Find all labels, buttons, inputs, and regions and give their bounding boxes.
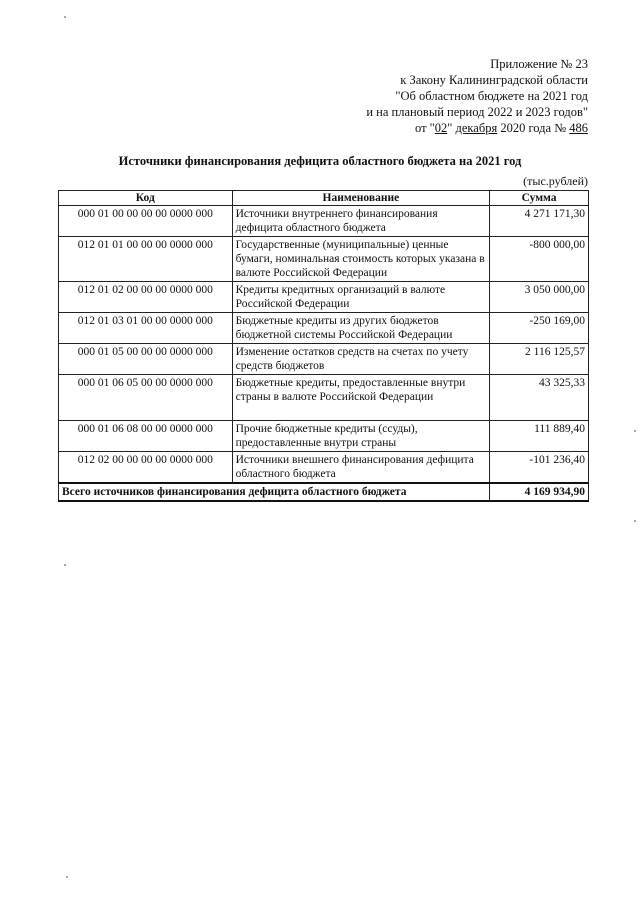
scan-speck	[64, 16, 66, 18]
row-name: Источники внутреннего финансирования дефицита областного бюджета	[232, 206, 490, 237]
appendix-law-title: "Об областном бюджете на 2021 год	[395, 89, 588, 103]
row-sum: 111 889,40	[490, 421, 589, 452]
document-title: Источники финансирования дефицита областного бюджета на 2021 год	[118, 154, 522, 168]
row-code: 000 01 05 00 00 00 0000 000	[59, 344, 233, 375]
scan-speck	[64, 564, 66, 566]
total-label: Всего источников финансирования дефицита областного бюджета	[59, 483, 490, 501]
row-name: Источники внешнего финансирования дефицита областного бюджета	[232, 452, 490, 484]
column-header-sum: Сумма	[490, 191, 589, 206]
row-code: 012 01 02 00 00 00 0000 000	[59, 282, 233, 313]
table-row	[59, 421, 589, 452]
scan-speck	[634, 520, 636, 522]
table-header-row	[59, 191, 589, 206]
total-row	[59, 483, 589, 501]
table-row	[59, 282, 589, 313]
law-number: 486	[569, 121, 588, 135]
row-code: 012 02 00 00 00 00 0000 000	[59, 452, 233, 484]
date-month: декабря	[455, 121, 498, 135]
appendix-law-ref: к Закону Калининградской области	[400, 73, 588, 87]
row-name: Изменение остатков средств на счетах по учету средств бюджетов	[232, 344, 490, 375]
row-sum: -800 000,00	[490, 237, 589, 282]
row-name: Государственные (муниципальные) ценные бумаги, номинальная стоимость которых указана в валюте Российской Федерации	[232, 237, 490, 282]
appendix-header	[366, 56, 588, 136]
row-name: Бюджетные кредиты, предоставленные внутри страны в валюте Российской Федерации	[232, 375, 490, 421]
scan-speck	[66, 876, 68, 878]
row-sum: 43 325,33	[490, 375, 589, 421]
date-year: 2020 года №	[497, 121, 570, 135]
date-day: 02	[434, 121, 448, 135]
date-quote: "	[447, 121, 456, 135]
row-name: Кредиты кредитных организаций в валюте Российской Федерации	[232, 282, 490, 313]
appendix-law-period: и на плановый период 2022 и 2023 годов"	[366, 105, 588, 119]
table-row	[59, 344, 589, 375]
row-code: 000 01 06 05 00 00 0000 000	[59, 375, 233, 421]
row-code: 012 01 01 00 00 00 0000 000	[59, 237, 233, 282]
row-sum: 4 271 171,30	[490, 206, 589, 237]
units-label: (тыс.рублей)	[523, 174, 588, 188]
date-prefix: от "	[414, 121, 435, 135]
row-sum: 2 116 125,57	[490, 344, 589, 375]
appendix-date-line	[366, 120, 588, 136]
row-code: 000 01 00 00 00 00 0000 000	[59, 206, 233, 237]
table-row	[59, 313, 589, 344]
row-name: Бюджетные кредиты из других бюджетов бюджетной системы Российской Федерации	[232, 313, 490, 344]
total-sum: 4 169 934,90	[490, 483, 589, 501]
row-code: 012 01 03 01 00 00 0000 000	[59, 313, 233, 344]
row-sum: -250 169,00	[490, 313, 589, 344]
table-row	[59, 206, 589, 237]
row-code: 000 01 06 08 00 00 0000 000	[59, 421, 233, 452]
column-header-code: Код	[59, 191, 233, 206]
scan-speck	[634, 430, 636, 432]
table-row	[59, 375, 589, 421]
table-row	[59, 237, 589, 282]
appendix-number: Приложение № 23	[490, 57, 588, 71]
row-name: Прочие бюджетные кредиты (ссуды), предоставленные внутри страны	[232, 421, 490, 452]
sources-table	[58, 190, 589, 502]
table-row	[59, 452, 589, 484]
row-sum: -101 236,40	[490, 452, 589, 484]
column-header-name: Наименование	[232, 191, 490, 206]
row-sum: 3 050 000,00	[490, 282, 589, 313]
